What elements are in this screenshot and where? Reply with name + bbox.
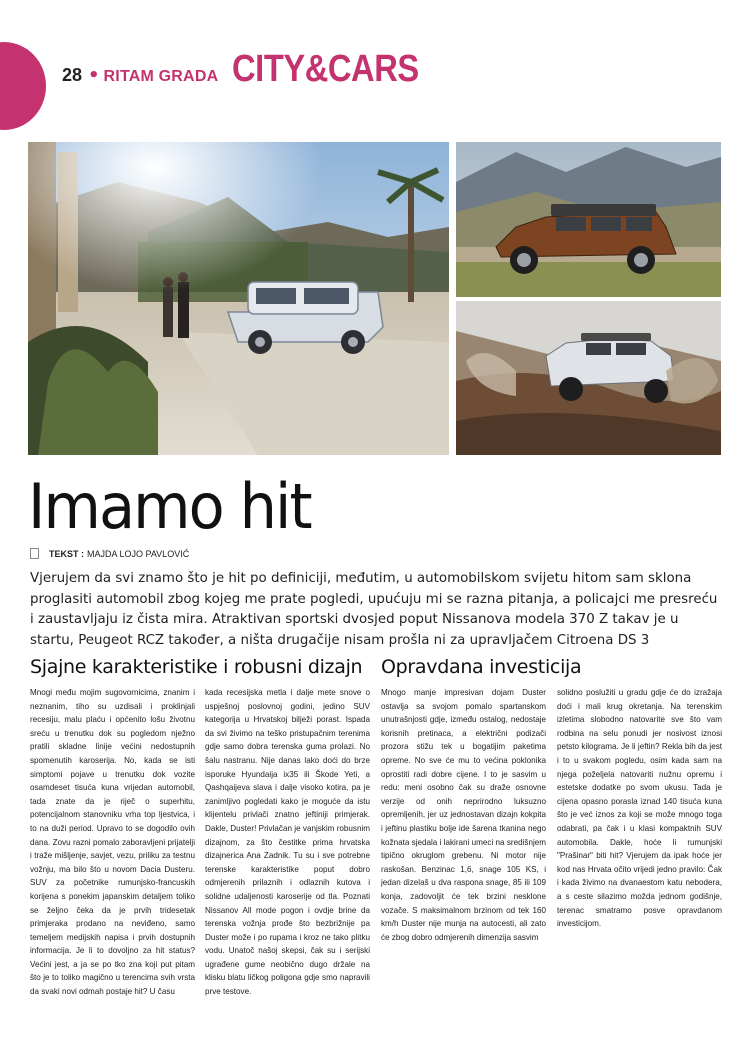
document-icon [30, 548, 39, 559]
body-column-1: Mnogi među mojim sugovornicima, znanim i neznanim, tiho su uzdisali i proklinjali recesiju, malu plaću i općenito lošu životnu sreću u trenutku dok su pogledom nježno pratili skladne linije većini nedostupnih spomenutih karoserija. No, kada se isti simptomi pojave u trenutku dok vozite osamdeset tisuća kuna vrijedan automobil, tada znate da je riječ o superhitu, potencijalnom stanovniku vrha top ljestvica, i to na duži period. Upravo to se dogodilo ovih dana. Zovu razni pomalo zaboravljeni prijatelji i traže mišljenje, savjet, vezu, priliku za testnu vožnju, ma bilo što u novom Dacia Dusteru. SUV za početnike rumunjsko-francuskih korijena s ponekim japanskim detaljem toliko se željno čeka da je prvih tridesetak primjeraka prodano na neviđeno, samo temeljem medijskih napisa i prvih dostupnih informacija. Je li to dovoljno za hit status? Većini jest, a ja se po tko zna koji put pitam što je to toliko magično u terencima svih vrsta da svaki novi odmah postaje hit? U času [30, 688, 195, 997]
page-number: 28 [62, 65, 83, 85]
page-header [62, 48, 450, 88]
header-bullet: • [88, 65, 100, 86]
body-column-3: Mnogo manje impresivan dojam Duster ostavlja sa svojom pomalo spartanskom unutrašnjosti gdje, između ostalog, nedostaje korisnih pretinaca, a električni podizači prozora stižu tek u bogatijim paketima opreme. No sve će mu to većina poklonika oprostiti radi dobre cijene. I to je sasvim u redu: meni osobno čak su draže osnovne verzije od onih neprirodno luksuzno opremljenih, jer uz jednostavan dizajn kokpita i jeftinu plastiku bolje ide šarena tkanina nego kožnata sjedala i lakirani umeci na središnjem tipično okruglom grebenu. Ni motor nije raskošan. Benzinac 1,6, snage 105 KS, i jedan dizelaš u dva raspona snage, 85 ili 109 konja, zadovoljit će tek brzini nesklone vozače. S maksimalnom brzinom od tek 160 km/h Duster nije munja na autocesti, ali zato će zbog dobro odmjerenih dimenzija sasvim [381, 688, 546, 942]
dacia-duster-offroad-photo [456, 301, 721, 455]
subheading-design: Sjajne karakteristike i robusni dizajn [30, 656, 363, 678]
skoda-yeti-resort-photo [28, 142, 449, 455]
body-column-2: kada recesijska metla i dalje mete snove o uspješnoj poslovnoj godini, jedino SUV kategorija u Hrvatskoj bilježi porast. Ispada da svi živimo na teško pristupačnim terenima gdje samo dobra terenska guma prolazi. No šalu nastranu. Nije danas lako doći do brze isporuke Hyundaija ix35 ili Škode Yeti, a Qashqaijeva slava i dalje visoko kotira, pa je zanimljivo pogledati kako je moguće da istu klijentelu privlači znatno jeftiniji primjerak. Dakle, Duster! Privlačan je vanjskim robusnim dizajnom, za što čestitke prima hrvatska dizajnerica Ana Zadnik. Tu su i sve potrebne terenske karakteristike poput dobro odmjerenih prilaznih i odlaznih kutova i solidne udaljenosti karoserije od tla. Poznati Nissanov All mode pogon i ovdje brine da terenska vožnja prođe što bezbrižnije pa Duster može i po rupama i kroz ne tako plitku vodu. Unatoč našoj skepsi, čak su i serijski ugrađene gume neobično dugo držale na klisku blatu ličkog poligona gdje smo napravili prve testove. [205, 688, 370, 997]
lead-paragraph: Vjerujem da svi znamo što je hit po definiciji, međutim, u automobilskom svijetu hitom sam sklona proglasiti automobil zbog kojeg me prate pogledi, upućuju mi se razna pitanja, a policajci me presreću i zaustavljaju iz čista mira. Atraktivan sportski dvosjed poput Nissanova modela 370 Z takav je u startu, Peugeot RCZ također, a ništa drugačije nisam prošla ni za upravljačem Citroena DS 3 [30, 571, 718, 648]
byline [30, 548, 189, 559]
dacia-duster-brown-side-photo [456, 142, 721, 297]
body-column-4: solidno poslužiti u gradu gdje će do izražaja doći i mali krug okretanja. Na terenskim izletima slobodno natovarite sve što vam rodbina na selu ponudi jer nosivost iznosi petsto kilograma. Je li jeftin? Rekla bih da jest i to u svakom pogledu, osim kada sam na njega poželjela natovariti nužnu opremu i estetske dodatke po svom ukusu. Tada je cijena opasno porasla iznad 140 tisuća kuna što je već iznos za koji se može mnogo toga odabrati, pa čak i u klasi kompaktnih SUV automobila. Dakle, hoće li rumunjski "Prašinar" biti hit? Vjerujem da ipak hoće jer kod nas Hrvata očito vrijedi jedno pravilo: Čak i kada živimo na dvanaestom katu nebodera, a s ceste silazimo možda jednom godišnje, terenac smatramo posve opravdanom investicijom. [557, 688, 722, 929]
brand-title: CITY&CARS [232, 48, 420, 90]
byline-label: TEKST : [49, 548, 84, 559]
byline-author: MAJDA LOJO PAVLOVIĆ [87, 548, 190, 559]
article-title: Imamo hit [28, 470, 311, 543]
section-label: RITAM GRADA [103, 68, 219, 85]
page-corner-tab [0, 42, 46, 130]
subheading-investment: Opravdana investicija [381, 656, 582, 678]
